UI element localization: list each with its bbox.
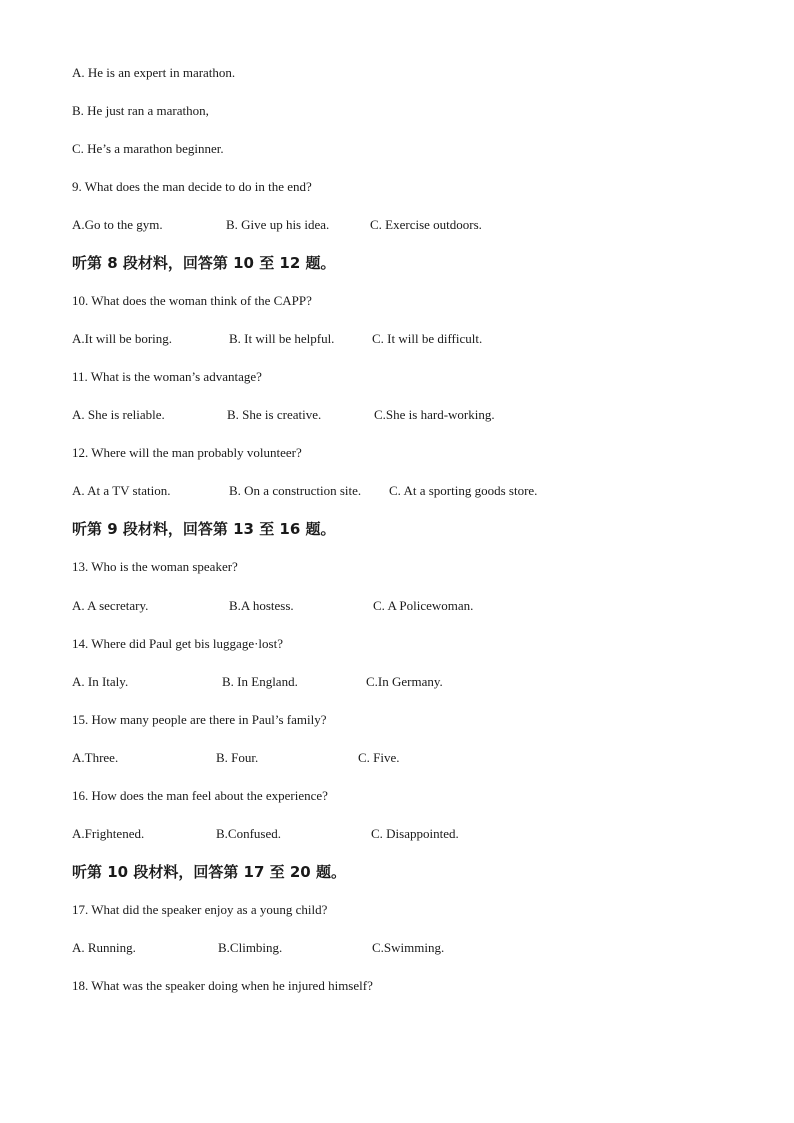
q17-option-a: A. Running. — [72, 940, 136, 955]
q11-option-a: A. She is reliable. — [72, 407, 165, 422]
q17-question: 17. What did the speaker enjoy as a young child? — [72, 902, 328, 917]
q17-option-c: C.Swimming. — [372, 940, 445, 955]
q12-option-c: C. At a sporting goods store. — [389, 483, 538, 498]
q8-option-a: A. He is an expert in marathon. — [72, 65, 236, 80]
q11-option-b: B. She is creative. — [227, 407, 322, 422]
q16-option-c: C. Disappointed. — [371, 826, 459, 841]
q18-question: 18. What was the speaker doing when he injured himself? — [72, 978, 373, 993]
q9-question: 9. What does the man decide to do in the end? — [72, 179, 312, 194]
q10-option-c: C. It will be difficult. — [372, 331, 483, 346]
q14-option-a: A. In Italy. — [72, 674, 129, 689]
q13-option-c: C. A Policewoman. — [373, 598, 474, 613]
q16-option-a: A.Frightened. — [72, 826, 145, 841]
q14-question: 14. Where did Paul get bis luggage·lost? — [72, 636, 283, 651]
q15-question: 15. How many people are there in Paul’s family? — [72, 712, 327, 727]
q13-option-b: B.A hostess. — [229, 598, 294, 613]
q16-question: 16. How does the man feel about the experience? — [72, 788, 328, 803]
q14-option-b: B. In England. — [222, 674, 298, 689]
q13-question: 13. Who is the woman speaker? — [72, 559, 238, 574]
q12-option-b: B. On a construction site. — [229, 483, 362, 498]
section-heading-9: 听第 9 段材料，回答第 13 至 16 题。 — [72, 520, 336, 538]
q10-question: 10. What does the woman think of the CAPP? — [72, 293, 312, 308]
q13-option-a: A. A secretary. — [72, 598, 149, 613]
q10-option-b: B. It will be helpful. — [229, 331, 335, 346]
q15-option-a: A.Three. — [72, 750, 119, 765]
section-heading-8: 听第 8 段材料，回答第 10 至 12 题。 — [72, 254, 336, 272]
q9-option-b: B. Give up his idea. — [226, 217, 330, 232]
q14-option-c: C.In Germany. — [366, 674, 443, 689]
q11-question: 11. What is the woman’s advantage? — [72, 369, 262, 384]
section-heading-10: 听第 10 段材料，回答第 17 至 20 题。 — [72, 863, 346, 881]
q15-option-b: B. Four. — [216, 750, 259, 765]
q8-option-b: B. He just ran a marathon, — [72, 103, 209, 118]
q9-option-a: A.Go to the gym. — [72, 217, 163, 232]
q9-option-c: C. Exercise outdoors. — [370, 217, 482, 232]
q16-option-b: B.Confused. — [216, 826, 281, 841]
q15-option-c: C. Five. — [358, 750, 400, 765]
q11-option-c: C.She is hard-working. — [374, 407, 495, 422]
q8-option-c: C. He’s a marathon beginner. — [72, 141, 224, 156]
q12-option-a: A. At a TV station. — [72, 483, 171, 498]
q12-question: 12. Where will the man probably volunteer? — [72, 445, 302, 460]
q17-option-b: B.Climbing. — [218, 940, 283, 955]
q10-option-a: A.It will be boring. — [72, 331, 173, 346]
